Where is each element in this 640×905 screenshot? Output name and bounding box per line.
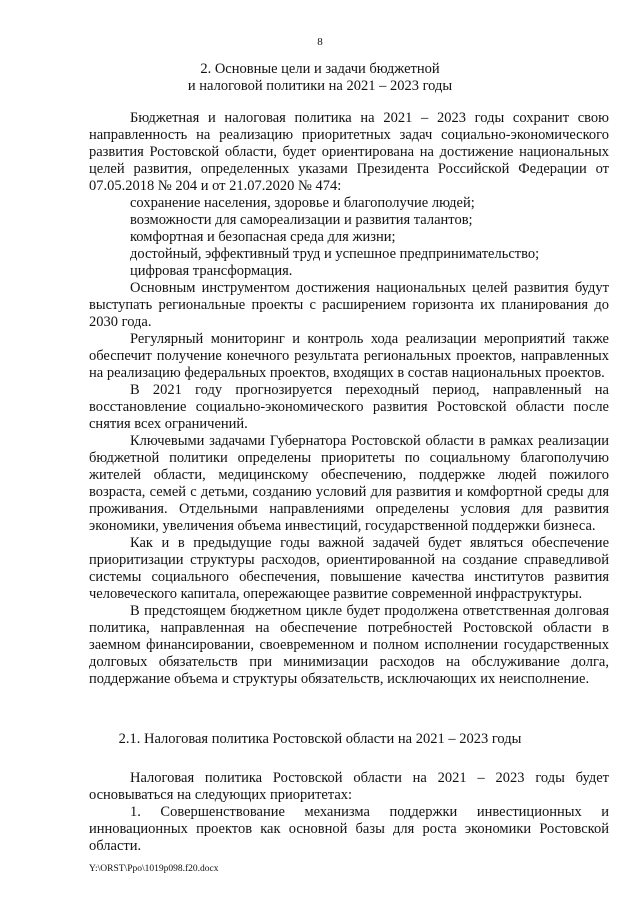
goal-item: комфортная и безопасная среда для жизни; — [130, 229, 396, 245]
goal-item: возможности для самореализации и развития талантов; — [130, 212, 473, 228]
goal-item: достойный, эффективный труд и успешное предпринимательство; — [130, 246, 540, 262]
paragraph: В 2021 году прогнозируется переходный период, направленный на восстановление социально-экономического развития Ростовской области после снятия всех ограничений. — [89, 382, 609, 432]
subsection-title: 2.1. Налоговая политика Ростовской области на 2021 – 2023 годы — [118, 731, 522, 747]
tax-paragraph: 1. Совершенствование механизма поддержки инвестиционных и инновационных проектов как основной базы для роста экономики Ростовской области. — [89, 804, 609, 854]
section-title-line-1: 2. Основные цели и задачи бюджетной — [200, 61, 440, 77]
paragraph: Регулярный мониторинг и контроль хода реализации мероприятий также обеспечит получение конечного результата региональных проектов, направленных на реализацию федеральных проектов, входящих в состав национальных проектов. — [89, 331, 609, 381]
paragraph: В предстоящем бюджетном цикле будет продолжена ответственная долговая политика, направленная на обеспечение потребностей Ростовской области в заемном финансировании, своевременном и полном исполнении государственных долговых обязательств при минимизации расходов на обслуживание долга, поддержание объема и структуры обязательств, исключающих их неисполнение. — [89, 603, 609, 687]
paragraph: Ключевыми задачами Губернатора Ростовской области в рамках реализации бюджетной политики определены приоритеты по социальному благополучию жителей области, медицинскому обеспечению, поддержке людей пожилого возраста, семей с детьми, созданию условий для развития и комфортной среды для проживания. Отдельными направлениями определены условия для развития экономики, увеличения объема инвестиций, государственной поддержки бизнеса. — [89, 433, 609, 534]
goal-item: цифровая трансформация. — [130, 263, 293, 279]
file-path-footer: Y:\ORST\Ppo\1019p098.f20.docx — [89, 864, 219, 874]
section-title-line-2: и налоговой политики на 2021 – 2023 годы — [187, 78, 453, 94]
intro-paragraph: Бюджетная и налоговая политика на 2021 – 2023 годы сохранит свою направленность на реализацию приоритетных задач социально-экономического развития Ростовской области, будет ориентирована на достижение национальных целей развития, определенных указами Президента Российской Федерации от 07.05.2018 № 204 и от 21.07.2020 № 474: — [89, 110, 609, 194]
paragraph: Как и в предыдущие годы важной задачей будет являться обеспечение приоритизации структуры расходов, ориентированной на создание справедливой системы социального обеспечения, повышение качества институтов развития человеческого капитала, опережающее развитие современной инфраструктуры. — [89, 535, 609, 602]
tax-paragraph: Налоговая политика Ростовской области на 2021 – 2023 годы будет основываться на следующих приоритетах: — [89, 770, 609, 803]
main-body — [89, 110, 609, 688]
tax-body — [89, 770, 609, 855]
goal-item: сохранение населения, здоровье и благополучие людей; — [130, 195, 475, 211]
section-title — [0, 61, 640, 95]
paragraph: Основным инструментом достижения национальных целей развития будут выступать региональные проекты с расширением горизонта их планирования до 2030 года. — [89, 280, 609, 330]
page-number: 8 — [317, 36, 323, 48]
